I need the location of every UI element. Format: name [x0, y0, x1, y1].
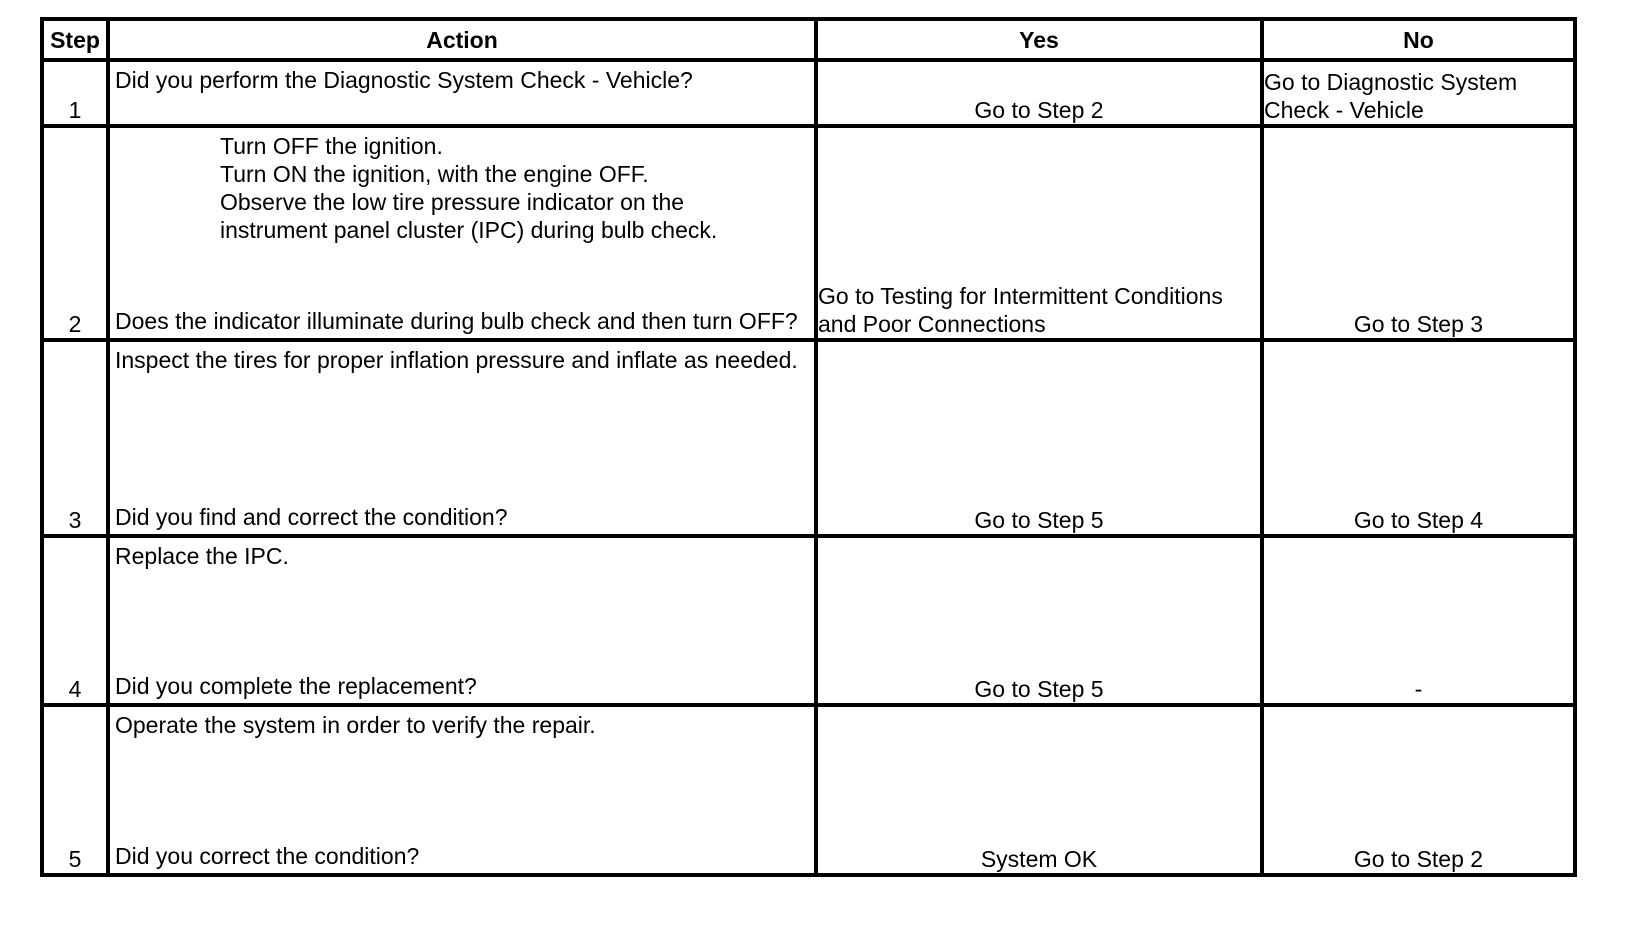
no-cell: Go to Diagnostic System Check - Vehicle	[1262, 60, 1575, 126]
instruction-line: instrument panel cluster (IPC) during bulb check.	[220, 217, 718, 243]
action-question: Did you correct the condition?	[115, 843, 420, 869]
header-row	[42, 19, 1575, 60]
action-instructions	[115, 132, 810, 244]
no-cell: -	[1262, 536, 1575, 705]
action-question: Does the indicator illuminate during bulb check and then turn OFF?	[115, 308, 798, 334]
table-row	[42, 340, 1575, 536]
header-action: Action	[108, 19, 816, 60]
step-number: 4	[42, 536, 108, 705]
step-number: 5	[42, 705, 108, 875]
yes-cell: Go to Step 2	[816, 60, 1262, 126]
action-question: Did you perform the Diagnostic System Check - Vehicle?	[115, 67, 693, 93]
step-number: 3	[42, 340, 108, 536]
step-number: 2	[42, 126, 108, 340]
yes-cell: Go to Step 5	[816, 340, 1262, 536]
yes-cell: Go to Step 5	[816, 536, 1262, 705]
yes-cell: System OK	[816, 705, 1262, 875]
instruction-line: Turn OFF the ignition.	[220, 133, 443, 159]
action-cell	[108, 60, 816, 126]
no-cell: Go to Step 2	[1262, 705, 1575, 875]
action-question: Did you complete the replacement?	[115, 673, 477, 699]
instruction-line: Turn ON the ignition, with the engine OFF.	[220, 161, 649, 187]
action-intro: Replace the IPC.	[115, 543, 289, 569]
action-cell	[108, 126, 816, 340]
action-intro: Inspect the tires for proper inflation pressure and inflate as needed.	[115, 347, 798, 373]
table-row	[42, 536, 1575, 705]
action-cell	[108, 705, 816, 875]
action-cell	[108, 536, 816, 705]
action-question: Did you find and correct the condition?	[115, 504, 508, 530]
table-row	[42, 705, 1575, 875]
yes-cell: Go to Testing for Intermittent Conditions and Poor Connections	[816, 126, 1262, 340]
action-cell	[108, 340, 816, 536]
step-number: 1	[42, 60, 108, 126]
table-row	[42, 60, 1575, 126]
header-step: Step	[42, 19, 108, 60]
header-yes: Yes	[816, 19, 1262, 60]
no-cell: Go to Step 4	[1262, 340, 1575, 536]
instruction-line: Observe the low tire pressure indicator on the	[220, 189, 685, 215]
header-no: No	[1262, 19, 1575, 60]
table-row	[42, 126, 1575, 340]
diagnostic-table	[40, 17, 1577, 877]
action-intro: Operate the system in order to verify the repair.	[115, 712, 596, 738]
no-cell: Go to Step 3	[1262, 126, 1575, 340]
